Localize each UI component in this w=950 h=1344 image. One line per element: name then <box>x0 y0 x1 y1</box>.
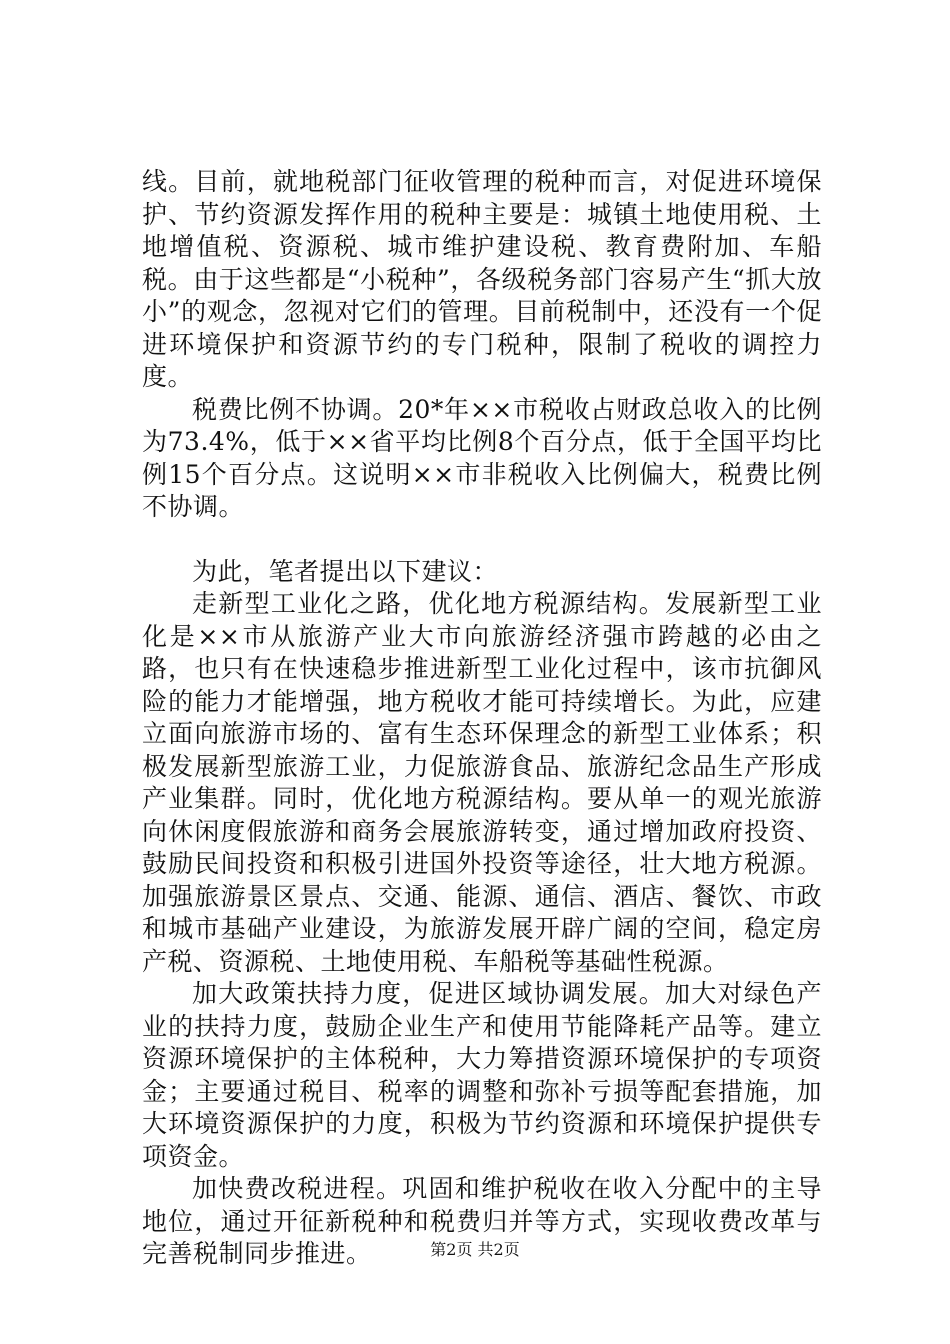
paragraph-policy-support: 加大政策扶持力度，促进区域协调发展。加大对绿色产业的扶持力度，鼓励企业生产和使用节能降耗产品等。建立资源环境保护的主体税种，大力筹措资源环境保护的专项资金；主要通过税目、税率的调整和弥补亏损等配套措施，加大环境资源保护的力度，积极为节约资源和环境保护提供专项资金。 <box>142 979 822 1171</box>
page-number-footer: 第2页 共2页 <box>430 1240 520 1259</box>
paragraph-new-industrialization: 走新型工业化之路，优化地方税源结构。发展新型工业化是××市从旅游产业大市向旅游经济强市跨越的必由之路，也只有在快速稳步推进新型工业化过程中，该市抗御风险的能力才能增强，地方税收才能可持续增长。为此，应建立面向旅游市场的、富有生态环保理念的新型工业体系；积极发展新型旅游工业，力促旅游食品、旅游纪念品生产形成产业集群。同时，优化地方税源结构。要从单一的观光旅游向休闲度假旅游和商务会展旅游转变，通过增加政府投资、鼓励民间投资和积极引进国外投资等途径，壮大地方税源。加强旅游景区景点、交通、能源、通信、酒店、餐饮、市政和城市基础产业建设，为旅游发展开辟广阔的空间，稳定房产税、资源税、土地使用税、车船税等基础性税源。 <box>142 589 822 976</box>
document-body <box>142 166 822 1271</box>
paragraph-suggestions-intro: 为此，笔者提出以下建议： <box>192 556 499 586</box>
paragraph-fee-to-tax: 加快费改税进程。巩固和维护税收在收入分配中的主导地位，通过开征新税种和税费归并等方式，实现收费改革与完善税制同步推进。 <box>142 1174 822 1268</box>
paragraph-tax-fee-ratio: 税费比例不协调。20*年××市税收占财政总收入的比例为73.4%，低于××省平均比例8个百分点，低于全国平均比例15个百分点。这说明××市非税收入比例偏大，税费比例不协调。 <box>142 394 822 521</box>
paragraph-continuation: 线。目前，就地税部门征收管理的税种而言，对促进环境保护、节约资源发挥作用的税种主要是：城镇土地使用税、土地增值税、资源税、城市维护建设税、教育费附加、车船税。由于这些都是“小税种”，各级税务部门容易产生“抓大放小”的观念，忽视对它们的管理。目前税制中，还没有一个促进环境保护和资源节约的专门税种，限制了税收的调控力度。 <box>142 167 822 391</box>
